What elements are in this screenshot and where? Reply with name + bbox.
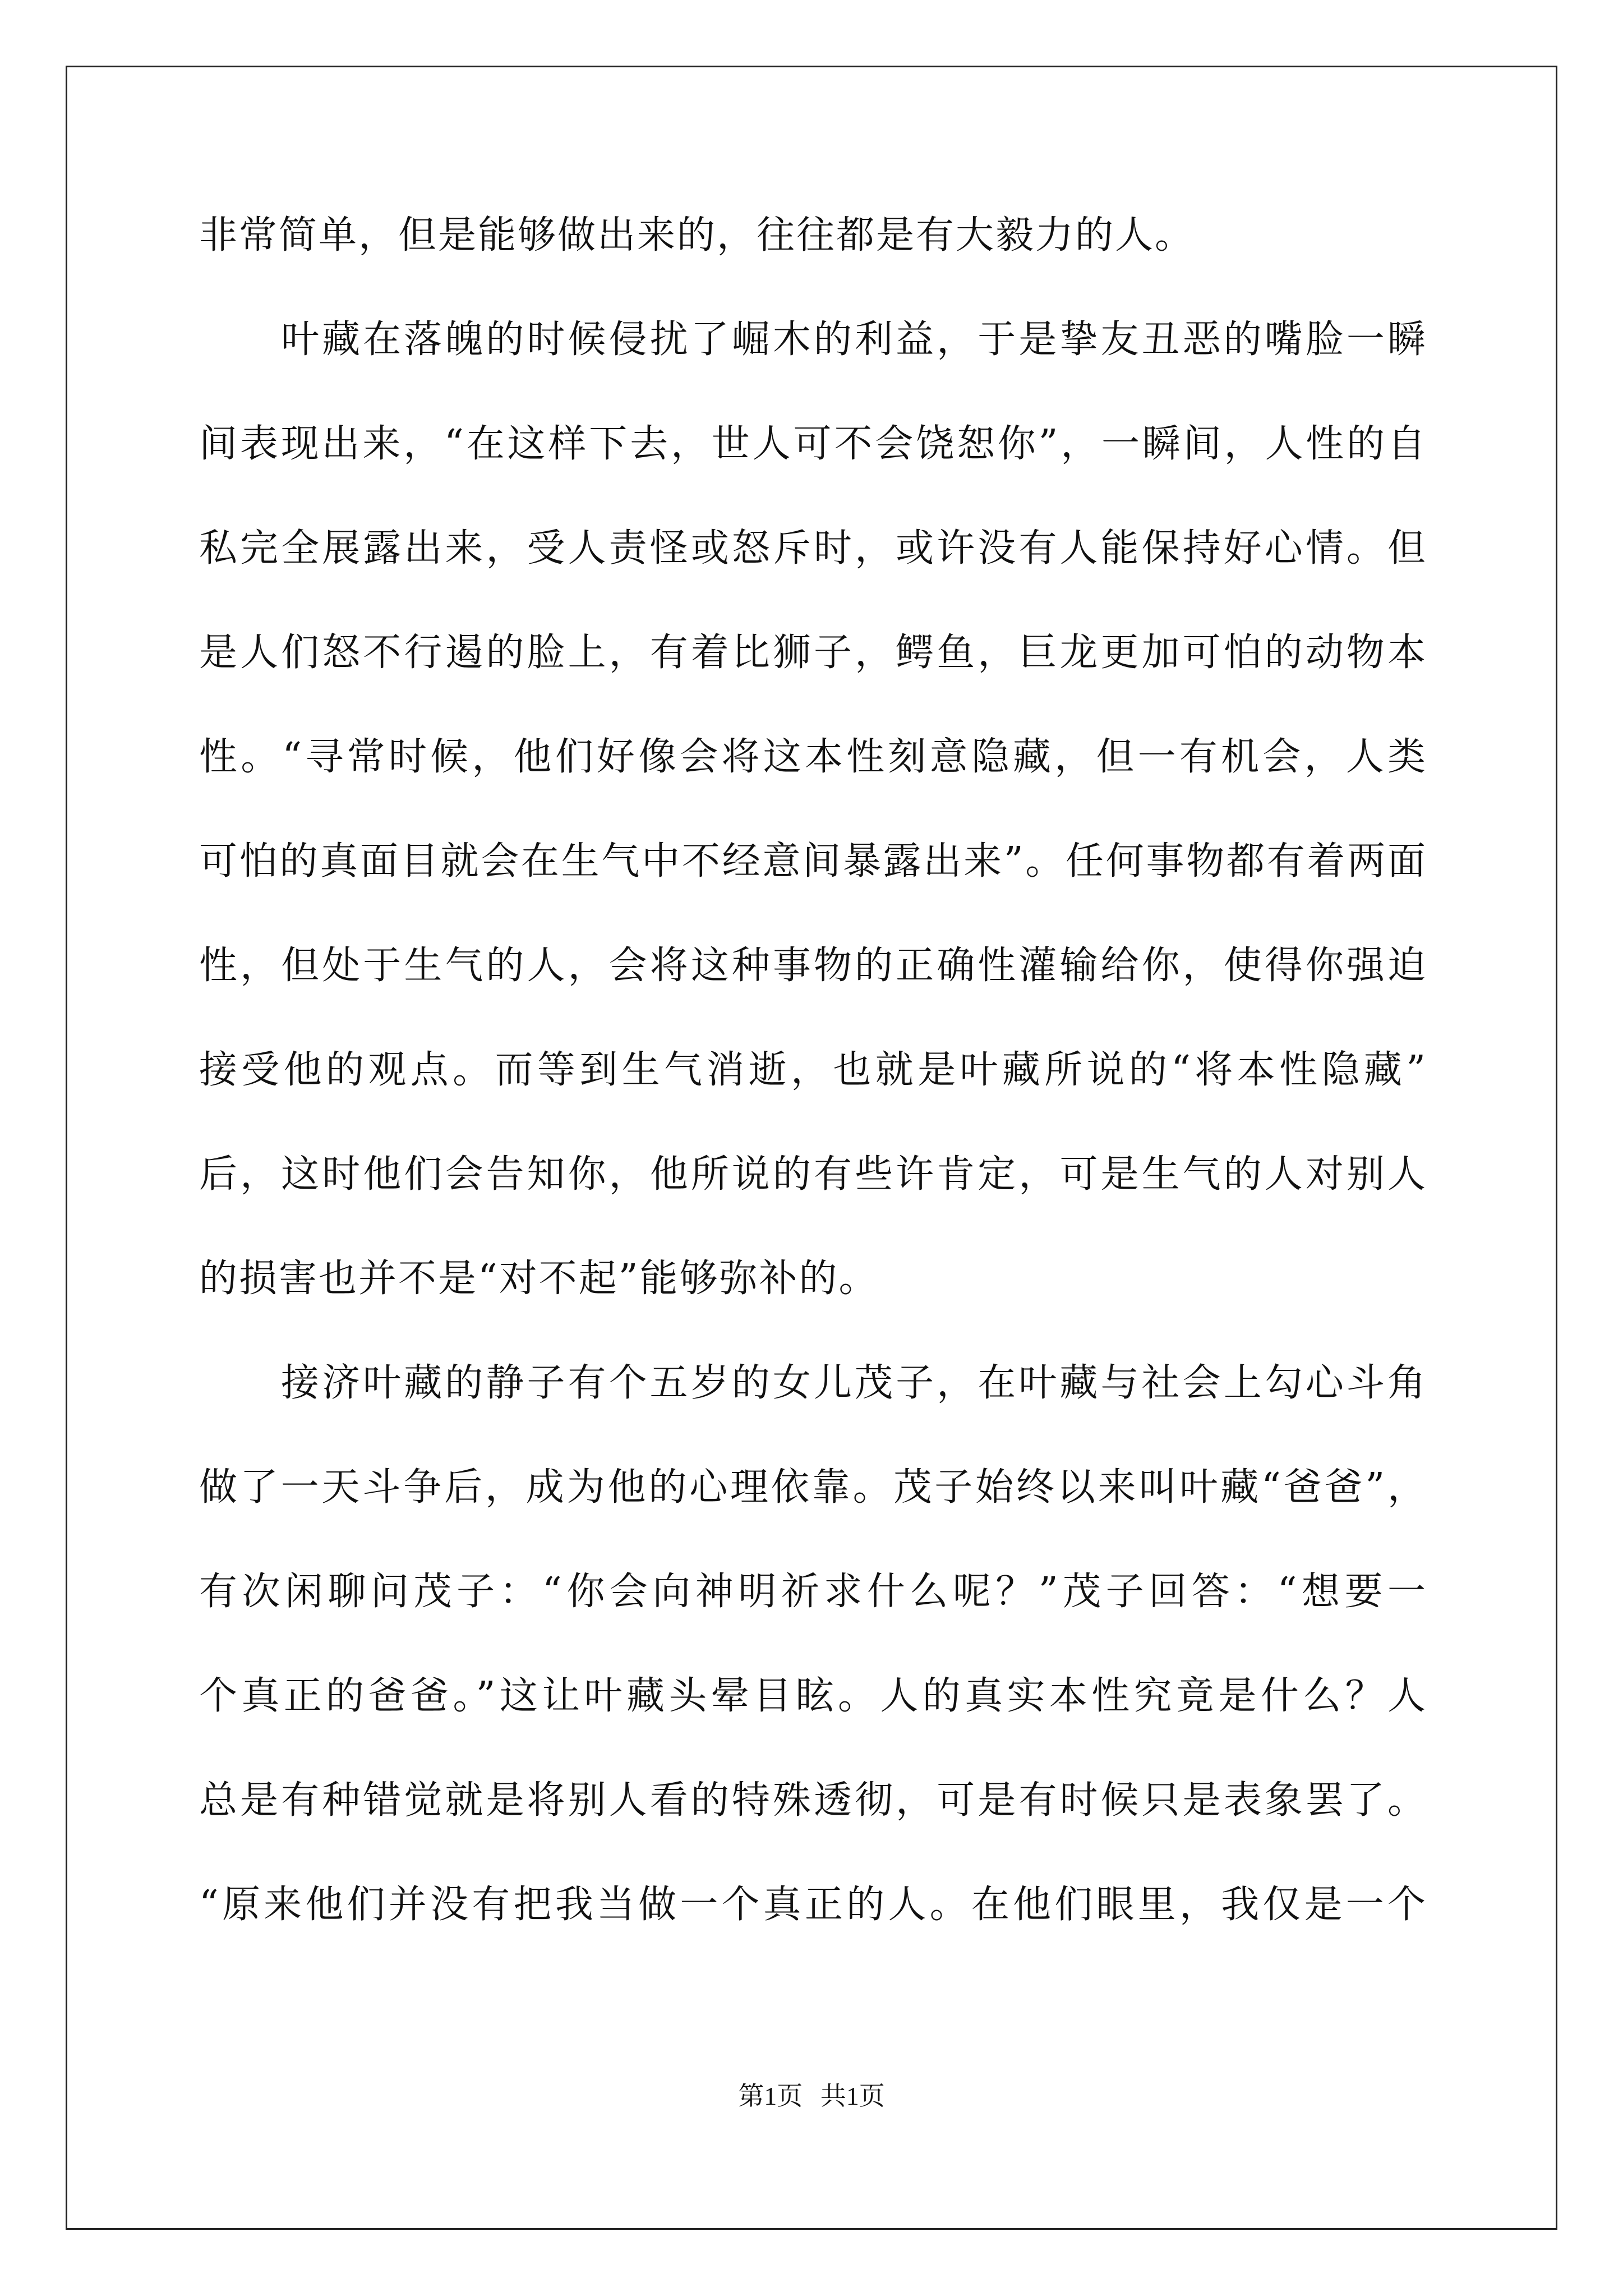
text-line: 可怕的真面目就会在生气中不经意间暴露出来”。任何事物都有着两面 [199,839,1427,884]
text-line: 间表现出来，“在这样下去，世人可不会饶恕你”，一瞬间，人性的自 [199,422,1427,466]
text-line: 性。“寻常时候，他们好像会将这本性刻意隐藏，但一有机会，人类 [199,735,1427,779]
text-line: 接受他的观点。而等到生气消逝，也就是叶藏所说的“将本性隐藏” [199,1048,1427,1092]
text-line: 有次闲聊问茂子：“你会向神明祈求什么呢？”茂子回答：“想要一 [199,1570,1427,1614]
text-line: 接济叶藏的静子有个五岁的女儿茂子，在叶藏与社会上勾心斗角 [281,1361,1427,1405]
text-line: 个真正的爸爸。”这让叶藏头晕目眩。人的真实本性究竟是什么？人 [199,1674,1427,1718]
text-line: 性，但处于生气的人，会将这种事物的正确性灌输给你，使得你强迫 [199,944,1427,988]
text-line: 私完全展露出来，受人责怪或怒斥时，或许没有人能保持好心情。但 [199,526,1427,570]
text-line: 做了一天斗争后，成为他的心理依靠。茂子始终以来叫叶藏“爸爸”， [199,1465,1427,1510]
text-line: 非常简单，但是能够做出来的，往往都是有大毅力的人。 [199,213,1195,257]
page-number: 第1页 [738,2082,803,2110]
page-total: 共1页 [820,2082,885,2110]
text-line: 的损害也并不是“对不起”能够弥补的。 [199,1257,879,1301]
text-line: “原来他们并没有把我当做一个真正的人。在他们眼里，我仅是一个 [199,1883,1427,1927]
document-body [199,208,1427,1981]
text-line: 叶藏在落魄的时候侵扰了崛木的利益，于是挚友丑恶的嘴脸一瞬 [281,318,1427,362]
page-footer [0,2076,1623,2113]
text-line: 是人们怒不行遏的脸上，有着比狮子，鳄鱼，巨龙更加可怕的动物本 [199,631,1427,675]
text-line: 总是有种错觉就是将别人看的特殊透彻，可是有时候只是表象罢了。 [199,1778,1427,1823]
text-line: 后，这时他们会告知你，他所说的有些许肯定，可是生气的人对别人 [199,1152,1427,1197]
